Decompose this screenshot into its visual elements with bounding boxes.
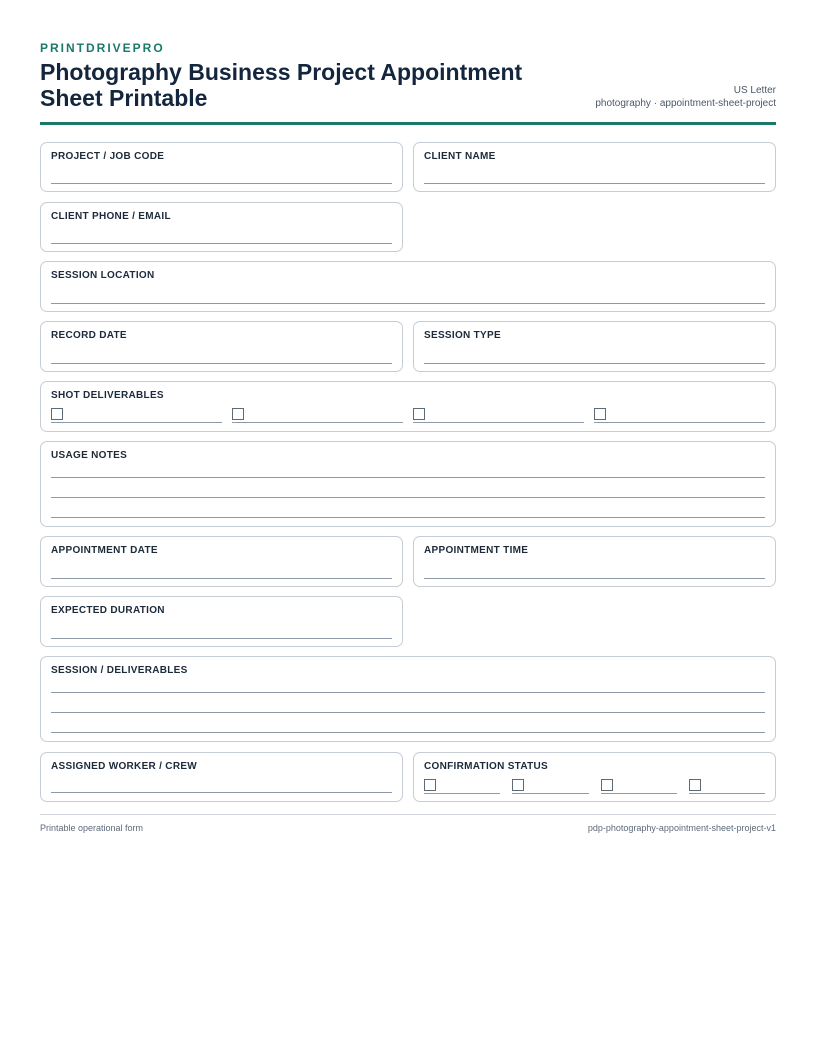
field-label: SHOT DELIVERABLES	[51, 390, 164, 401]
status-option[interactable]	[512, 779, 588, 794]
deliverable-option[interactable]	[594, 408, 765, 423]
write-line[interactable]	[51, 477, 765, 478]
write-line[interactable]	[51, 243, 392, 244]
write-line[interactable]	[424, 578, 765, 579]
checkbox[interactable]	[413, 408, 425, 420]
checkbox[interactable]	[689, 779, 701, 791]
session-deliverables-field[interactable]	[40, 656, 776, 742]
write-line[interactable]	[51, 303, 765, 304]
checkbox[interactable]	[512, 779, 524, 791]
document-tags: photography · appointment-sheet-project	[595, 98, 776, 109]
record-date-field[interactable]	[40, 321, 403, 372]
confirmation-status-field	[413, 752, 776, 802]
write-line[interactable]	[51, 792, 392, 793]
appointment-date-field[interactable]	[40, 536, 403, 587]
field-label: CONFIRMATION STATUS	[424, 761, 549, 772]
write-line[interactable]	[424, 363, 765, 364]
write-line[interactable]	[51, 692, 765, 693]
appointment-time-field[interactable]	[413, 536, 776, 587]
write-line[interactable]	[51, 732, 765, 733]
document-meta	[595, 84, 776, 110]
deliverable-option[interactable]	[232, 408, 403, 423]
client-contact-field[interactable]	[40, 202, 403, 252]
footer-left-text: Printable operational form	[40, 823, 144, 833]
field-label: SESSION TYPE	[424, 330, 501, 341]
write-line[interactable]	[424, 183, 765, 184]
usage-notes-field[interactable]	[40, 441, 776, 527]
status-option[interactable]	[689, 779, 765, 794]
checkbox[interactable]	[424, 779, 436, 791]
status-option[interactable]	[601, 779, 677, 794]
project-code-field[interactable]	[40, 142, 403, 192]
field-label: SESSION LOCATION	[51, 270, 155, 281]
paper-size: US Letter	[733, 85, 776, 96]
header-rule	[40, 122, 776, 125]
write-line[interactable]	[51, 183, 392, 184]
expected-duration-field[interactable]	[40, 596, 403, 647]
brand-name: PRINTDRIVEPRO	[40, 41, 165, 55]
field-label: USAGE NOTES	[51, 450, 128, 461]
session-location-field[interactable]	[40, 261, 776, 312]
footer-form-id: pdp-photography-appointment-sheet-project-v1	[587, 823, 776, 833]
deliverable-option[interactable]	[413, 408, 584, 423]
shot-deliverables-field	[40, 381, 776, 432]
field-label: CLIENT NAME	[424, 151, 496, 162]
session-type-field[interactable]	[413, 321, 776, 372]
write-line[interactable]	[51, 497, 765, 498]
field-label: CLIENT PHONE / EMAIL	[51, 211, 171, 222]
write-line[interactable]	[51, 638, 392, 639]
write-line[interactable]	[51, 363, 392, 364]
write-line[interactable]	[51, 712, 765, 713]
field-label: RECORD DATE	[51, 330, 127, 341]
checkbox[interactable]	[232, 408, 244, 420]
checkbox[interactable]	[594, 408, 606, 420]
client-name-field[interactable]	[413, 142, 776, 192]
checkbox-row	[51, 408, 765, 423]
write-line[interactable]	[51, 517, 765, 518]
checkbox[interactable]	[601, 779, 613, 791]
write-line[interactable]	[51, 578, 392, 579]
deliverable-option[interactable]	[51, 408, 222, 423]
field-label: PROJECT / JOB CODE	[51, 151, 165, 162]
status-option[interactable]	[424, 779, 500, 794]
footer-rule	[40, 814, 776, 815]
field-label: APPOINTMENT DATE	[51, 545, 158, 556]
field-label: SESSION / DELIVERABLES	[51, 665, 188, 676]
checkbox-row	[424, 779, 765, 794]
field-label: APPOINTMENT TIME	[424, 545, 529, 556]
field-label: ASSIGNED WORKER / CREW	[51, 761, 198, 772]
page-title: Photography Business Project Appointment Sheet Printable	[40, 59, 523, 111]
field-label: EXPECTED DURATION	[51, 605, 165, 616]
assigned-crew-field[interactable]	[40, 752, 403, 802]
checkbox[interactable]	[51, 408, 63, 420]
